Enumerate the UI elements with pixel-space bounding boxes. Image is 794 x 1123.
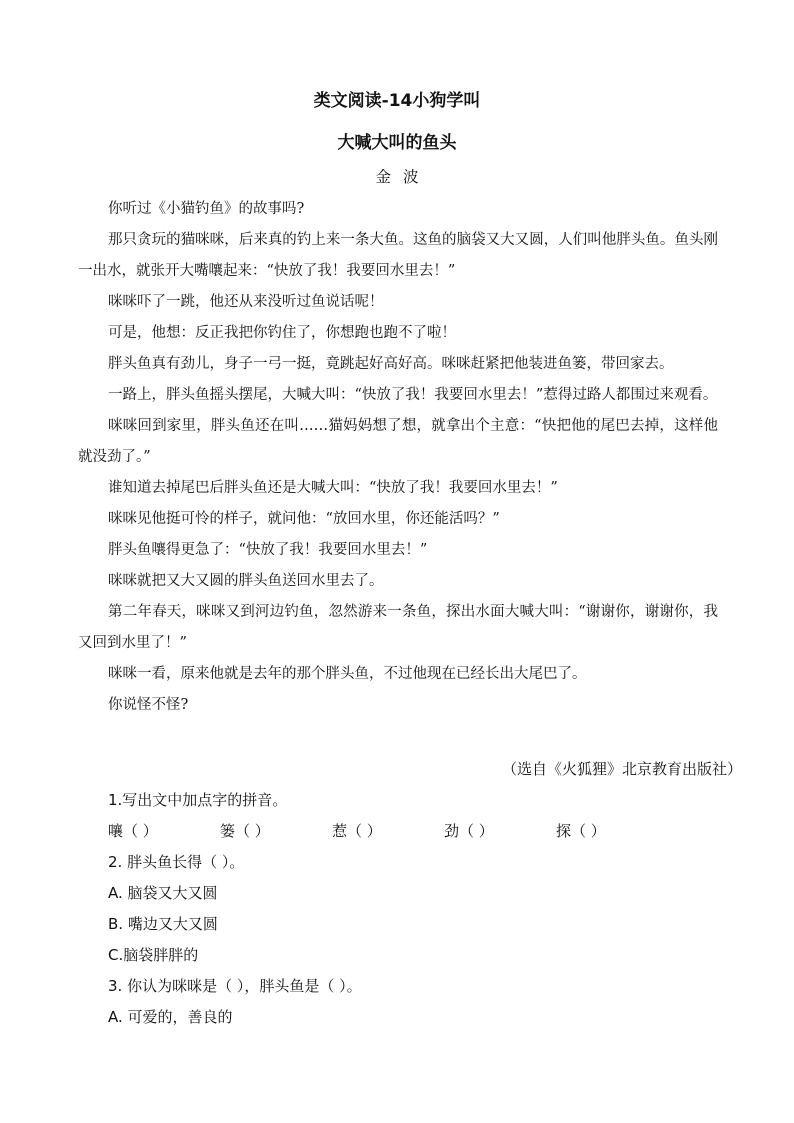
story-paragraph: 咪咪回到家里，胖头鱼还在叫……猫妈妈想了想，就拿出个主意：“快把他的尾巴去掉，这样他就没劲了。” [78, 418, 718, 465]
pinyin-blank-rang[interactable]: 嚷（ ） [108, 822, 158, 840]
pinyin-blank-tan[interactable]: 探（ ） [556, 822, 606, 840]
pinyin-blank-jin[interactable]: 劲（ ） [444, 822, 494, 840]
story-paragraph: 第二年春天，咪咪又到河边钓鱼，忽然游来一条鱼，探出水面大喊大叫：“谢谢你，谢谢你，我又回到水里了！” [78, 604, 718, 651]
author-name: 金波 [375, 168, 431, 186]
story-paragraph: 可是，他想：反正我把你钓住了，你想跑也跑不了啦！ [108, 325, 456, 341]
source-citation: （选自《火狐狸》北京教育出版社） [501, 760, 742, 778]
story-paragraph: 咪咪吓了一跳，他还从来没听过鱼说话呢！ [108, 294, 384, 310]
story-paragraph: 咪咪就把又大又圆的胖头鱼送回水里去了。 [108, 573, 384, 589]
question-1-prompt: 1.写出文中加点字的拼音。 [108, 791, 288, 809]
pinyin-blank-lou[interactable]: 篓（ ） [220, 822, 270, 840]
pinyin-row [108, 816, 728, 847]
story-body [78, 194, 718, 721]
page-title: 类文阅读-14小狗学叫 [313, 91, 481, 111]
story-paragraph: 咪咪见他挺可怜的样子，就问他：“放回水里，你还能活吗？” [108, 511, 500, 527]
pinyin-blank-re[interactable]: 惹（ ） [332, 822, 382, 840]
story-paragraph: 胖头鱼嚷得更急了：“快放了我！我要回水里去！” [108, 542, 428, 558]
question-2-option-c: C.脑袋胖胖的 [108, 946, 199, 964]
story-paragraph: 谁知道去掉尾巴后胖头鱼还是大喊大叫：“快放了我！我要回水里去！” [108, 480, 558, 496]
story-paragraph: 一路上，胖头鱼摇头摆尾，大喊大叫：“快放了我！我要回水里去！”惹得过路人都围过来观看。 [108, 387, 718, 403]
question-3-option-a: A. 可爱的，善良的 [108, 1008, 233, 1026]
story-paragraph: 你听过《小猫钓鱼》的故事吗? [108, 201, 305, 217]
question-2-option-a: A. 脑袋又大又圆 [108, 884, 218, 902]
question-2-option-b: B. 嘴边又大又圆 [108, 915, 218, 933]
story-paragraph: 那只贪玩的猫咪咪，后来真的钓上来一条大鱼。这鱼的脑袋又大又圆，人们叫他胖头鱼。鱼头刚一出水，就张开大嘴嚷起来：“快放了我！我要回水里去！” [78, 232, 718, 279]
questions-section [108, 785, 728, 1033]
story-paragraph: 你说怪不怪? [108, 697, 189, 713]
question-2-prompt: 2. 胖头鱼长得（ ）。 [108, 853, 245, 871]
story-paragraph: 胖头鱼真有劲儿，身子一弓一挺，竟跳起好高好高。咪咪赶紧把他装进鱼篓，带回家去。 [108, 356, 674, 372]
story-title: 大喊大叫的鱼头 [337, 133, 457, 153]
question-3-prompt: 3. 你认为咪咪是（ ），胖头鱼是（ ）。 [108, 977, 362, 995]
story-paragraph: 咪咪一看，原来他就是去年的那个胖头鱼，不过他现在已经长出大尾巴了。 [108, 666, 587, 682]
